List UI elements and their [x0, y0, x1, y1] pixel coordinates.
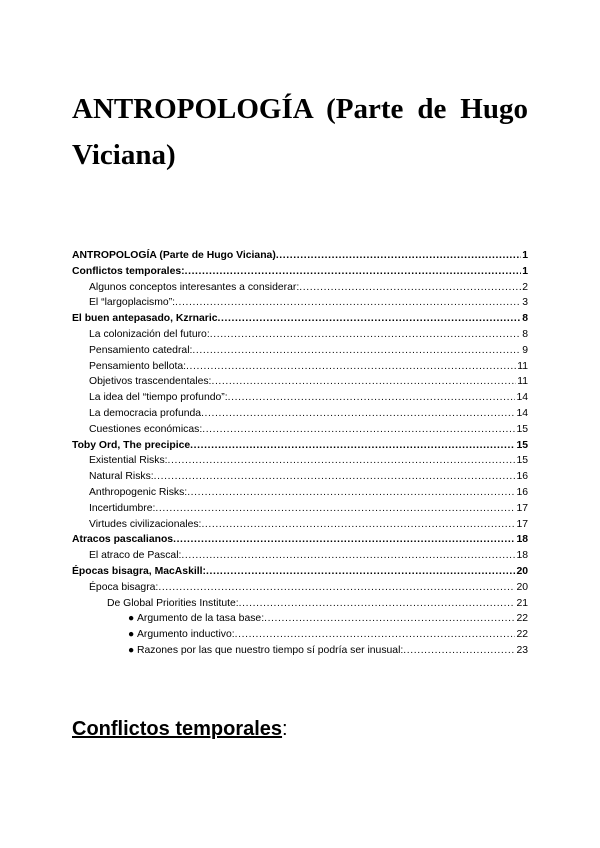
toc-page-number: 16 — [516, 486, 528, 498]
toc-entry[interactable] — [72, 280, 528, 296]
toc-leader-dots — [158, 580, 515, 596]
toc-leader-dots — [173, 532, 515, 548]
bullet-icon: ● — [128, 644, 135, 656]
toc-entry-title — [107, 596, 239, 612]
toc-page-number: 2 — [522, 281, 528, 293]
toc-page-number: 14 — [516, 392, 528, 404]
toc-page-number: 15 — [516, 455, 528, 467]
toc-entry-text: Épocas bisagra, MacAskill: — [72, 565, 206, 577]
toc-entry-title — [89, 343, 192, 359]
table-of-contents — [72, 248, 528, 659]
section-heading-colon: : — [282, 718, 288, 740]
toc-entry-title — [128, 611, 264, 627]
toc-entry-text: La colonización del futuro: — [89, 328, 210, 340]
toc-leader-dots — [218, 311, 522, 327]
toc-entry[interactable] — [72, 532, 528, 548]
toc-leader-dots — [201, 406, 515, 422]
toc-entry-title — [72, 248, 276, 264]
toc-entry-title — [89, 485, 187, 501]
toc-page-number: 16 — [516, 471, 528, 483]
toc-entry-text: Conflictos temporales: — [72, 265, 185, 277]
toc-page-number: 20 — [516, 581, 528, 593]
toc-entry-text: Incertidumbre: — [89, 502, 156, 514]
toc-entry-title — [89, 295, 175, 311]
toc-page-number: 1 — [522, 250, 528, 261]
toc-entry-title — [89, 390, 228, 406]
toc-entry[interactable] — [72, 501, 528, 517]
toc-entry[interactable] — [72, 422, 528, 438]
toc-leader-dots — [185, 264, 522, 280]
toc-entry-text: Época bisagra: — [89, 581, 159, 593]
toc-page-number: 8 — [522, 313, 528, 325]
toc-page-number: 21 — [516, 597, 528, 609]
toc-entry-title — [72, 311, 218, 327]
toc-entry-title — [89, 580, 158, 596]
toc-leader-dots — [181, 548, 515, 564]
toc-leader-dots — [228, 390, 516, 406]
toc-entry-title — [89, 548, 181, 564]
toc-entry-title — [89, 406, 201, 422]
toc-entry-title — [128, 643, 403, 659]
toc-entry[interactable] — [72, 485, 528, 501]
toc-page-number: 14 — [516, 407, 528, 419]
toc-entry-text: Pensamiento catedral: — [89, 344, 193, 356]
toc-page-number: 15 — [516, 439, 528, 451]
toc-entry-title — [72, 564, 206, 580]
toc-entry-title — [72, 438, 190, 454]
toc-entry-text: Objetivos trascendentales: — [89, 376, 212, 388]
toc-entry-title — [89, 327, 210, 343]
toc-entry-text: Pensamiento bellota: — [89, 360, 187, 372]
toc-leader-dots — [210, 327, 521, 343]
toc-entry-text: Cuestiones económicas: — [89, 423, 203, 435]
toc-entry[interactable] — [72, 264, 528, 280]
bullet-icon: ● — [128, 613, 135, 625]
toc-entry-text: El buen antepasado, Kzrnaric — [72, 313, 218, 325]
toc-leader-dots — [235, 627, 516, 643]
toc-entry[interactable] — [72, 311, 528, 327]
toc-entry-text: Atracos pascalianos — [72, 534, 174, 546]
toc-page-number: 22 — [516, 629, 528, 641]
toc-leader-dots — [168, 453, 516, 469]
toc-entry-text: Anthropogenic Risks: — [89, 486, 188, 498]
toc-entry-text: El “largoplacismo”: — [89, 297, 176, 309]
toc-leader-dots — [201, 517, 515, 533]
document-title: ANTROPOLOGÍA (Parte de Hugo Viciana) — [72, 93, 528, 171]
toc-leader-dots — [276, 248, 521, 264]
section-heading-text: Conflictos temporales — [72, 718, 283, 740]
toc-entry-text: Argumento de la tasa base: — [137, 613, 265, 625]
toc-entry[interactable] — [72, 453, 528, 469]
toc-leader-dots — [187, 485, 515, 501]
toc-leader-dots — [403, 643, 515, 659]
toc-leader-dots — [211, 374, 516, 390]
toc-page-number: 17 — [516, 518, 528, 530]
toc-page-number: 11 — [517, 376, 528, 388]
toc-page-number: 18 — [516, 534, 528, 546]
toc-entry[interactable] — [72, 580, 528, 596]
toc-entry-title — [72, 264, 185, 280]
toc-page-number: 9 — [522, 344, 528, 356]
toc-entry-title — [72, 532, 173, 548]
toc-entry[interactable] — [72, 248, 528, 264]
section-heading — [72, 718, 288, 741]
toc-entry-text: Razones por las que nuestro tiempo sí podría ser inusual: — [137, 644, 404, 656]
toc-entry-text: Toby Ord, The precipice — [72, 439, 191, 451]
toc-entry-text: Argumento inductivo: — [137, 629, 235, 641]
toc-entry-title — [89, 359, 186, 375]
toc-entry[interactable] — [72, 627, 528, 643]
toc-page-number: 23 — [516, 644, 528, 656]
toc-entry[interactable] — [72, 390, 528, 406]
bullet-icon: ● — [128, 629, 135, 641]
toc-leader-dots — [202, 422, 515, 438]
toc-entry-title — [89, 374, 211, 390]
toc-entry-title — [89, 280, 299, 296]
toc-entry[interactable] — [72, 548, 528, 564]
toc-entry[interactable] — [72, 611, 528, 627]
toc-entry[interactable] — [72, 343, 528, 359]
toc-page-number: 1 — [522, 265, 528, 277]
toc-page-number: 20 — [516, 565, 528, 577]
toc-entry-title — [89, 517, 201, 533]
toc-page-number: 18 — [516, 550, 528, 562]
toc-entry[interactable] — [72, 359, 528, 375]
toc-entry-text: Existential Risks: — [89, 455, 168, 467]
toc-leader-dots — [239, 596, 516, 612]
toc-entry-text: El atraco de Pascal: — [89, 550, 182, 562]
toc-leader-dots — [192, 343, 521, 359]
toc-leader-dots — [154, 469, 516, 485]
toc-entry-text: Virtudes civilizacionales: — [89, 518, 202, 530]
toc-entry[interactable] — [72, 517, 528, 533]
toc-entry[interactable] — [72, 596, 528, 612]
toc-page-number: 22 — [516, 613, 528, 625]
toc-entry-title — [89, 422, 202, 438]
toc-entry-text: Algunos conceptos interesantes a considerar: — [89, 281, 300, 293]
toc-leader-dots — [175, 295, 521, 311]
toc-entry[interactable] — [72, 564, 528, 580]
toc-leader-dots — [206, 564, 515, 580]
toc-entry-text: ANTROPOLOGÍA (Parte de Hugo Viciana) — [72, 250, 276, 261]
toc-entry[interactable] — [72, 469, 528, 485]
toc-entry-text: La idea del “tiempo profundo”: — [89, 392, 228, 404]
toc-leader-dots — [155, 501, 515, 517]
toc-page-number: 15 — [516, 423, 528, 435]
toc-leader-dots — [186, 359, 516, 375]
toc-entry-text: De Global Priorities Institute: — [107, 597, 239, 609]
toc-page-number: 3 — [522, 297, 528, 309]
toc-entry-text: Natural Risks: — [89, 471, 154, 483]
toc-page-number: 11 — [517, 360, 528, 372]
toc-entry[interactable] — [72, 643, 528, 659]
toc-entry[interactable] — [72, 406, 528, 422]
toc-entry[interactable] — [72, 438, 528, 454]
toc-leader-dots — [264, 611, 515, 627]
toc-entry-title — [89, 469, 154, 485]
toc-entry-text: La democracia profunda — [89, 407, 202, 419]
toc-page-number: 8 — [522, 328, 528, 340]
toc-leader-dots — [190, 438, 515, 454]
toc-entry[interactable] — [72, 327, 528, 343]
toc-leader-dots — [299, 280, 521, 296]
toc-entry-title — [89, 453, 168, 469]
toc-entry[interactable] — [72, 295, 528, 311]
toc-entry-title — [128, 627, 235, 643]
toc-page-number: 17 — [516, 502, 528, 514]
toc-entry[interactable] — [72, 374, 528, 390]
toc-entry-title — [89, 501, 155, 517]
